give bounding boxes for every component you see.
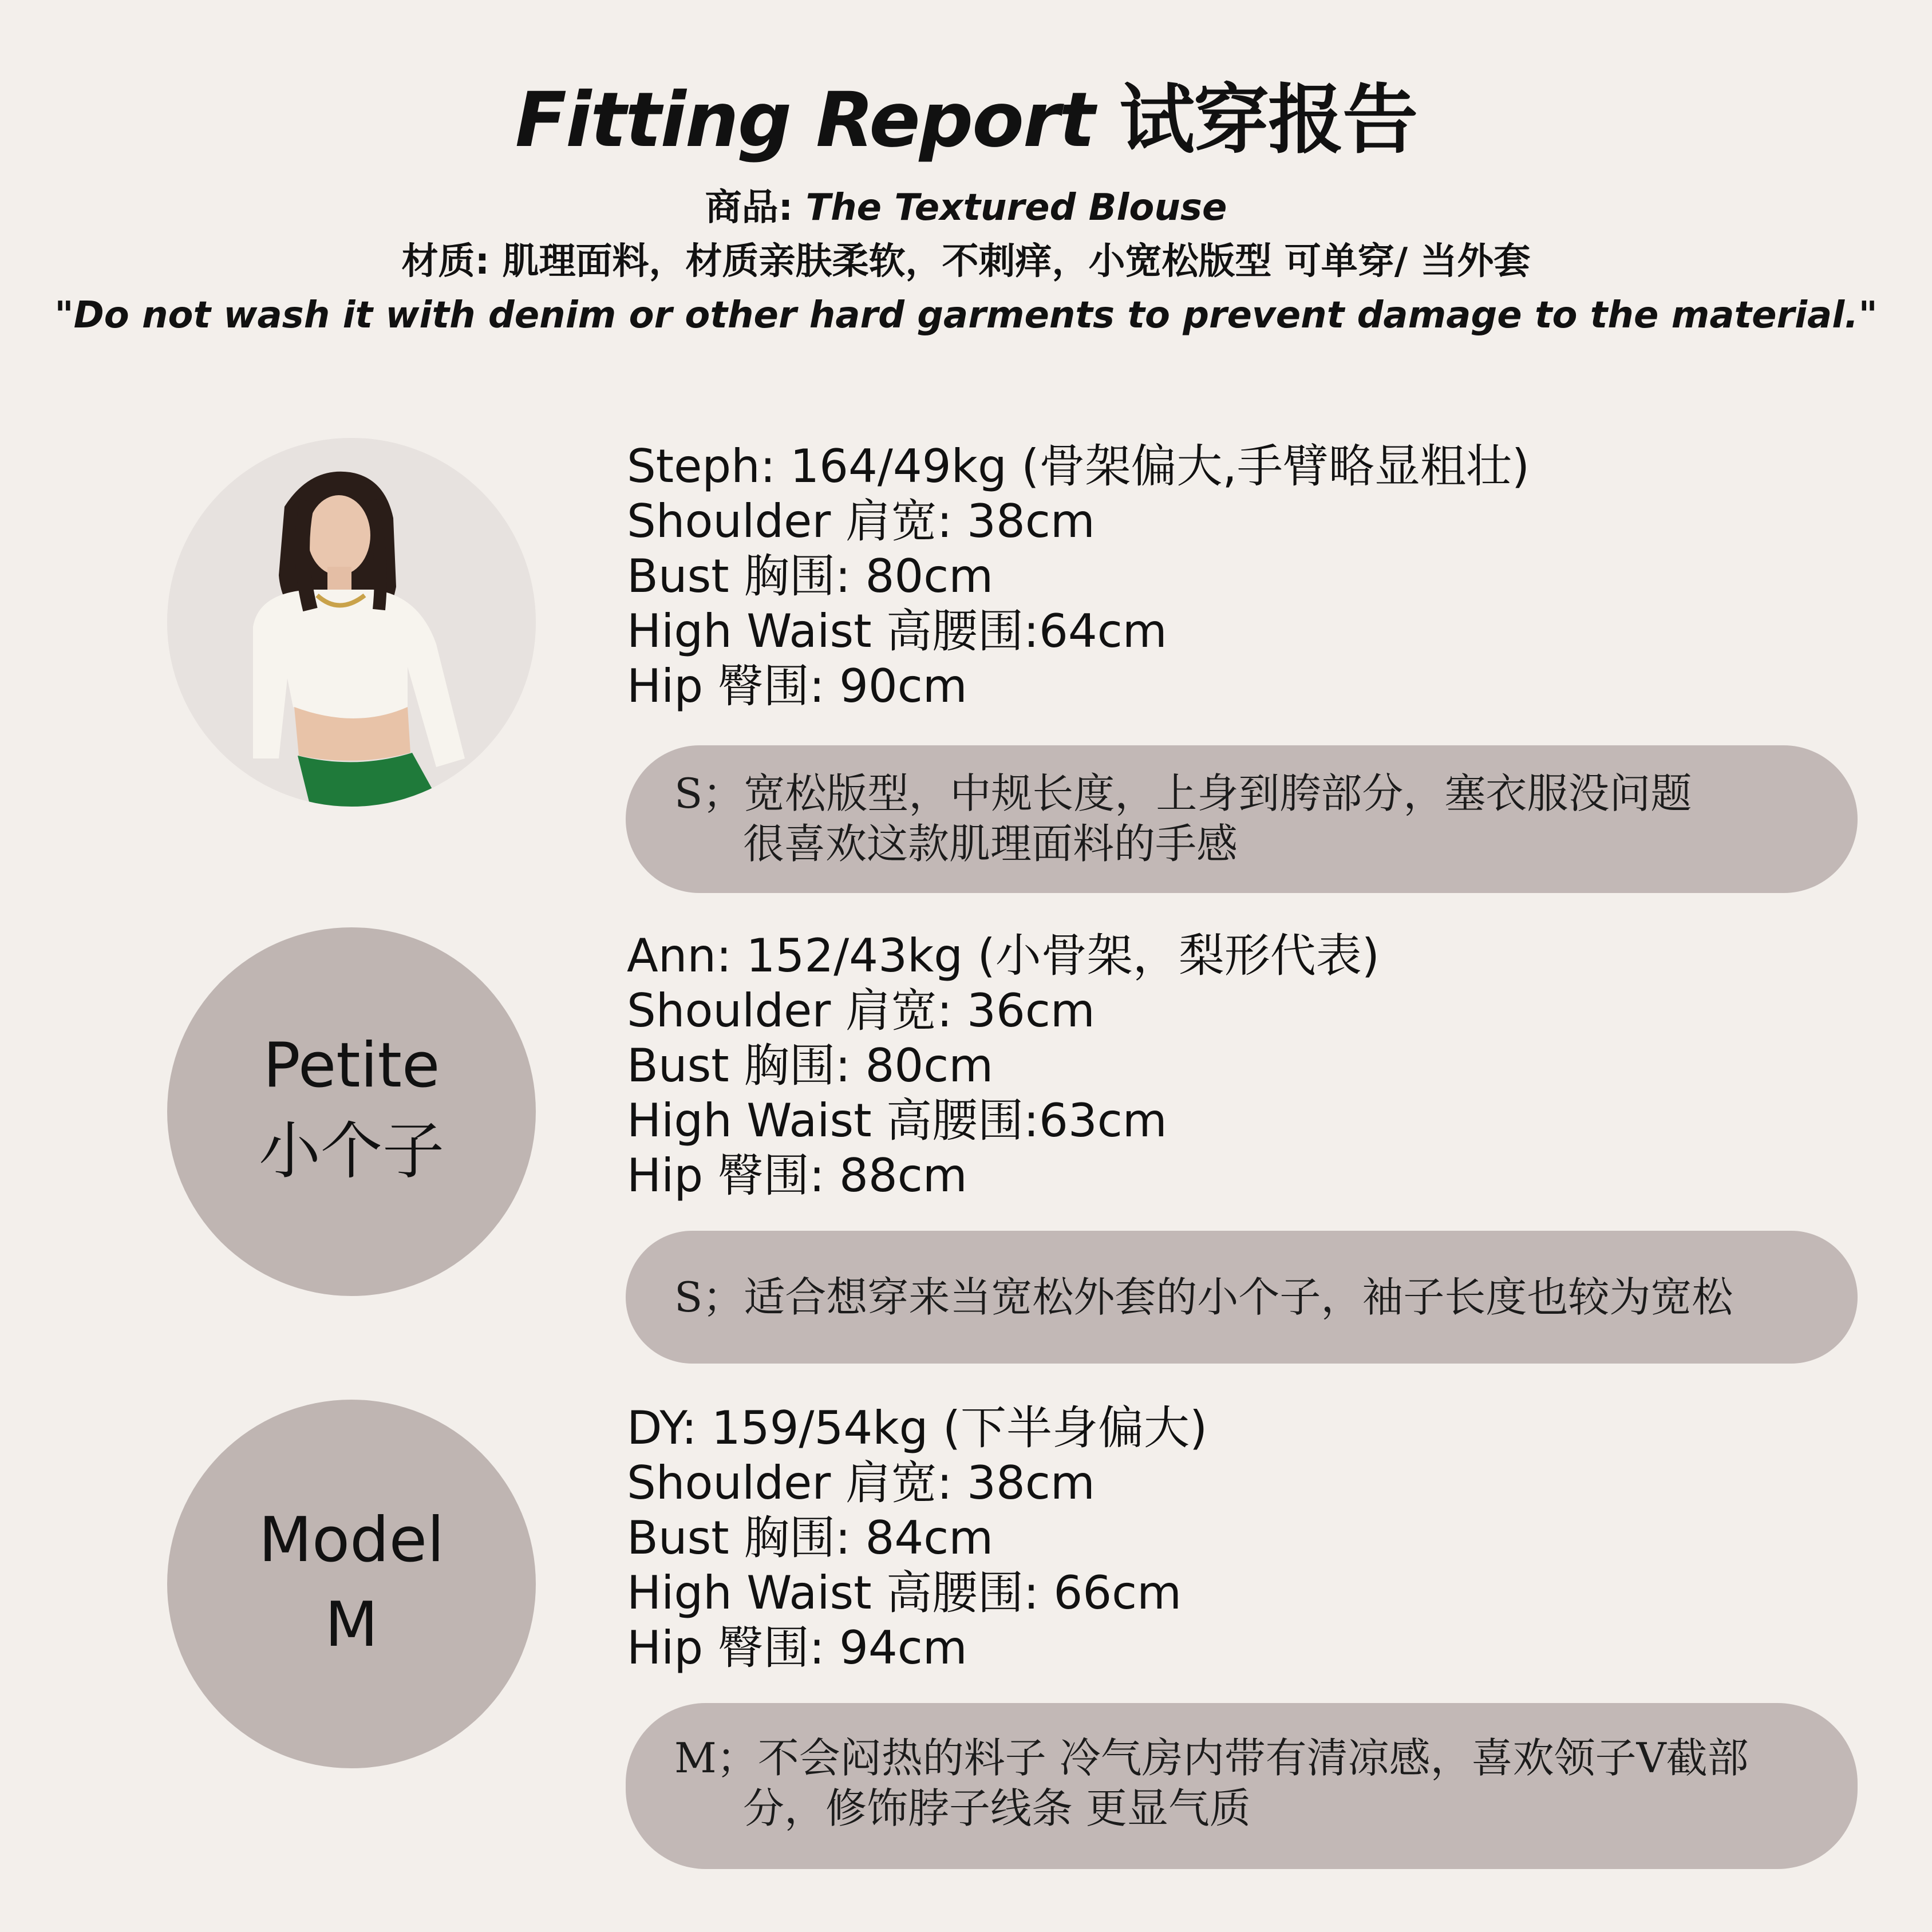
shoulder-line: Shoulder 肩宽: 36cm [627,984,1095,1037]
hip-line: Hip 臀围: 88cm [627,1149,967,1202]
model-name-line: Ann: 152/43kg (小骨架，梨形代表) [627,929,1380,982]
shoulder-line: Shoulder 肩宽: 38cm [627,1456,1095,1510]
bust-line: Bust 胸围: 80cm [627,550,994,603]
high-waist-line: High Waist 高腰围: 66cm [627,1566,1182,1619]
hip-line: Hip 臀围: 94cm [627,1621,967,1674]
model-photo [167,438,536,807]
fit-comment-pill [626,745,1858,893]
shoulder-line: Shoulder 肩宽: 38cm [627,495,1095,548]
comment-line: M；不会闷热的料子 冷气房内带有清凉感，喜欢领子V截部 [674,1734,1749,1782]
comment-line: S；宽松版型，中规长度，上身到胯部分，塞衣服没问题 [674,769,1692,817]
fit-comment-pill [626,1703,1858,1869]
comment-line: S；适合想穿来当宽松外套的小个子，袖子长度也较为宽松 [674,1273,1733,1321]
title-cn: 试穿报告 [1119,76,1417,164]
care-note: "Do not wash it with denim or other hard garments to prevent damage to the material." [54,294,1878,337]
product-label: 商品: [705,187,793,229]
model-label-avatar [167,1400,536,1768]
model-label-avatar [167,927,536,1296]
avatar-label: M [325,1589,378,1661]
avatar-label: Petite [263,1030,440,1101]
page-title [0,74,1932,166]
model-name-line: Steph: 164/49kg (骨架偏大,手臂略显粗壮) [627,440,1530,493]
avatar-label: 小个子 [258,1116,444,1187]
bust-line: Bust 胸围: 84cm [627,1511,994,1564]
bust-line: Bust 胸围: 80cm [627,1039,994,1092]
model-stats [627,929,1858,1203]
title-en: Fitting Report [515,76,1095,164]
high-waist-line: High Waist 高腰围:63cm [627,1094,1167,1147]
model-stats [627,439,1858,714]
avatar-label: Model [258,1504,445,1576]
product-name: The Textured Blouse [805,187,1227,229]
model-name-line: DY: 159/54kg (下半身偏大) [627,1401,1208,1455]
comment-line: 分，修饰脖子线条 更显气质 [743,1784,1251,1832]
hip-line: Hip 臀围: 90cm [627,659,967,713]
material-line: 材质: 肌理面料，材质亲肤柔软，不刺痒，小宽松版型 可单穿/ 当外套 [401,240,1531,283]
model-stats [627,1401,1858,1676]
high-waist-line: High Waist 高腰围:64cm [627,605,1167,658]
fit-comment-pill [626,1231,1858,1364]
model-photo-avatar [167,438,536,807]
product-line [0,182,1932,234]
comment-line: 很喜欢这款肌理面料的手感 [743,820,1238,868]
